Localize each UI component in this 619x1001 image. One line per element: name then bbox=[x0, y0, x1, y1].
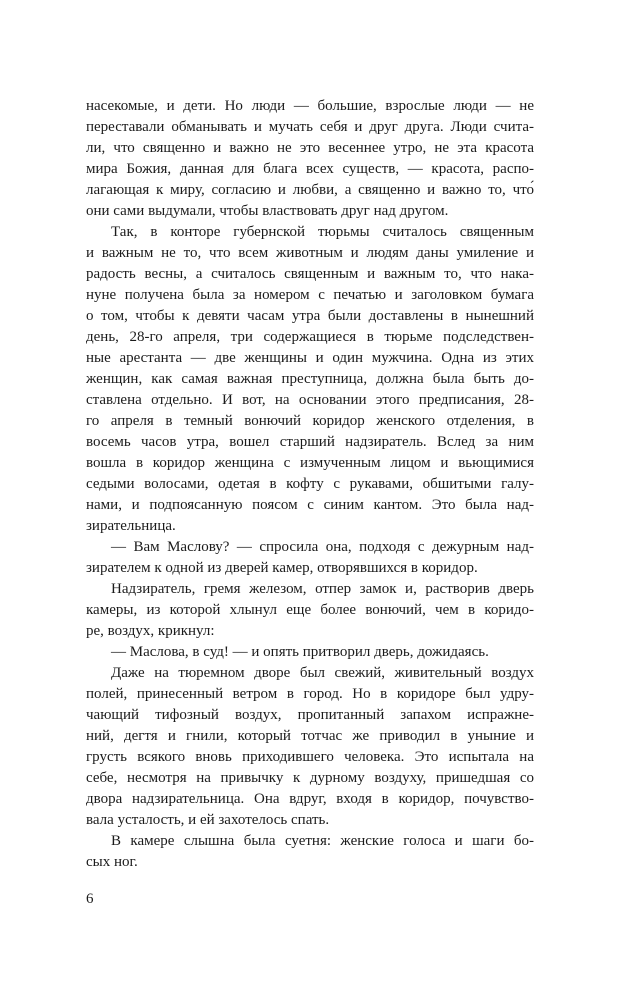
text-line: радость весны, а считалось священным и важным то, что нака- bbox=[86, 266, 534, 282]
text-line: камеры, из которой хлынул еще более вонючий, чем в коридо- bbox=[86, 602, 534, 618]
text-line: лагающая к миру, согласию и любви, а священно и важно то, что́ bbox=[86, 182, 534, 198]
text-line: го апреля в темный вонючий коридор женского отделения, в bbox=[86, 413, 534, 429]
text-line: мира Божия, данная для блага всех существ, — красота, распо- bbox=[86, 161, 534, 177]
page-number: 6 bbox=[86, 891, 94, 907]
text-line: — Вам Маслову? — спросила она, подходя с дежурным над- bbox=[111, 539, 534, 555]
paragraph bbox=[86, 579, 534, 642]
text-line: насекомые, и дети. Но люди — большие, взрослые люди — не bbox=[86, 98, 534, 114]
text-line: сых ног. bbox=[86, 854, 138, 870]
text-line: себе, несмотря на привычку к дурному воздуху, пришедшая со bbox=[86, 770, 534, 786]
page-text bbox=[86, 96, 534, 873]
paragraph bbox=[86, 663, 534, 831]
text-line: переставали обманывать и мучать себя и друг друга. Люди счита- bbox=[86, 119, 534, 135]
text-line: В камере слышна была суетня: женские голоса и шаги бо- bbox=[111, 833, 534, 849]
paragraph bbox=[86, 642, 534, 663]
paragraph bbox=[86, 831, 534, 873]
text-line: женщин, как самая важная преступница, должна была быть до- bbox=[86, 371, 534, 387]
text-line: и важным не то, что всем животным и людям даны умиление и bbox=[86, 245, 534, 261]
text-line: день, 28-го апреля, три содержащиеся в тюрьме подследствен- bbox=[86, 329, 534, 345]
text-line: ставлена отдельно. И вот, на основании этого предписания, 28- bbox=[86, 392, 534, 408]
text-line: они сами выдумали, чтобы властвовать друг над другом. bbox=[86, 203, 449, 219]
text-line: полей, принесенный ветром в город. Но в коридоре был удру- bbox=[86, 686, 534, 702]
text-line: ные арестанта — две женщины и один мужчина. Одна из этих bbox=[86, 350, 534, 366]
text-line: чающий тифозный воздух, пропитанный запахом испражне- bbox=[86, 707, 534, 723]
text-line: вала усталость, и ей захотелось спать. bbox=[86, 812, 330, 828]
text-line: Даже на тюремном дворе был свежий, живительный воздух bbox=[111, 665, 534, 681]
text-line: седыми волосами, одетая в кофту с рукавами, обшитыми галу- bbox=[86, 476, 534, 492]
text-line: о том, чтобы к девяти часам утра были доставлены в нынешний bbox=[86, 308, 534, 324]
text-line: зирательница. bbox=[86, 518, 176, 534]
text-line: двора надзирательница. Она вдруг, входя в коридор, почувство- bbox=[86, 791, 534, 807]
text-line: вошла в коридор женщина с измученным лицом и вьющимися bbox=[86, 455, 534, 471]
text-line: — Маслова, в суд! — и опять притворил дверь, дожидаясь. bbox=[111, 644, 489, 660]
text-line: нами, и подпоясанную поясом с синим кантом. Это была над- bbox=[86, 497, 534, 513]
paragraph bbox=[86, 222, 534, 537]
text-line: ний, дегтя и гнили, который тотчас же приводил в уныние и bbox=[86, 728, 534, 744]
text-line: ре, воздух, крикнул: bbox=[86, 623, 215, 639]
text-line: нуне получена была за номером с печатью и заголовком бумага bbox=[86, 287, 534, 303]
paragraph bbox=[86, 96, 534, 222]
paragraph bbox=[86, 537, 534, 579]
text-line: восемь часов утра, вошел старший надзиратель. Вслед за ним bbox=[86, 434, 534, 450]
text-line: Надзиратель, гремя железом, отпер замок и, растворив дверь bbox=[111, 581, 534, 597]
text-line: грусть всякого вновь приходившего человека. Это испытала на bbox=[86, 749, 534, 765]
text-line: Так, в конторе губернской тюрьмы считалось священным bbox=[111, 224, 534, 240]
text-line: зирателем к одной из дверей камер, отворявшихся в коридор. bbox=[86, 560, 478, 576]
text-line: ли, что священно и важно не это весеннее утро, не эта красота bbox=[86, 140, 534, 156]
